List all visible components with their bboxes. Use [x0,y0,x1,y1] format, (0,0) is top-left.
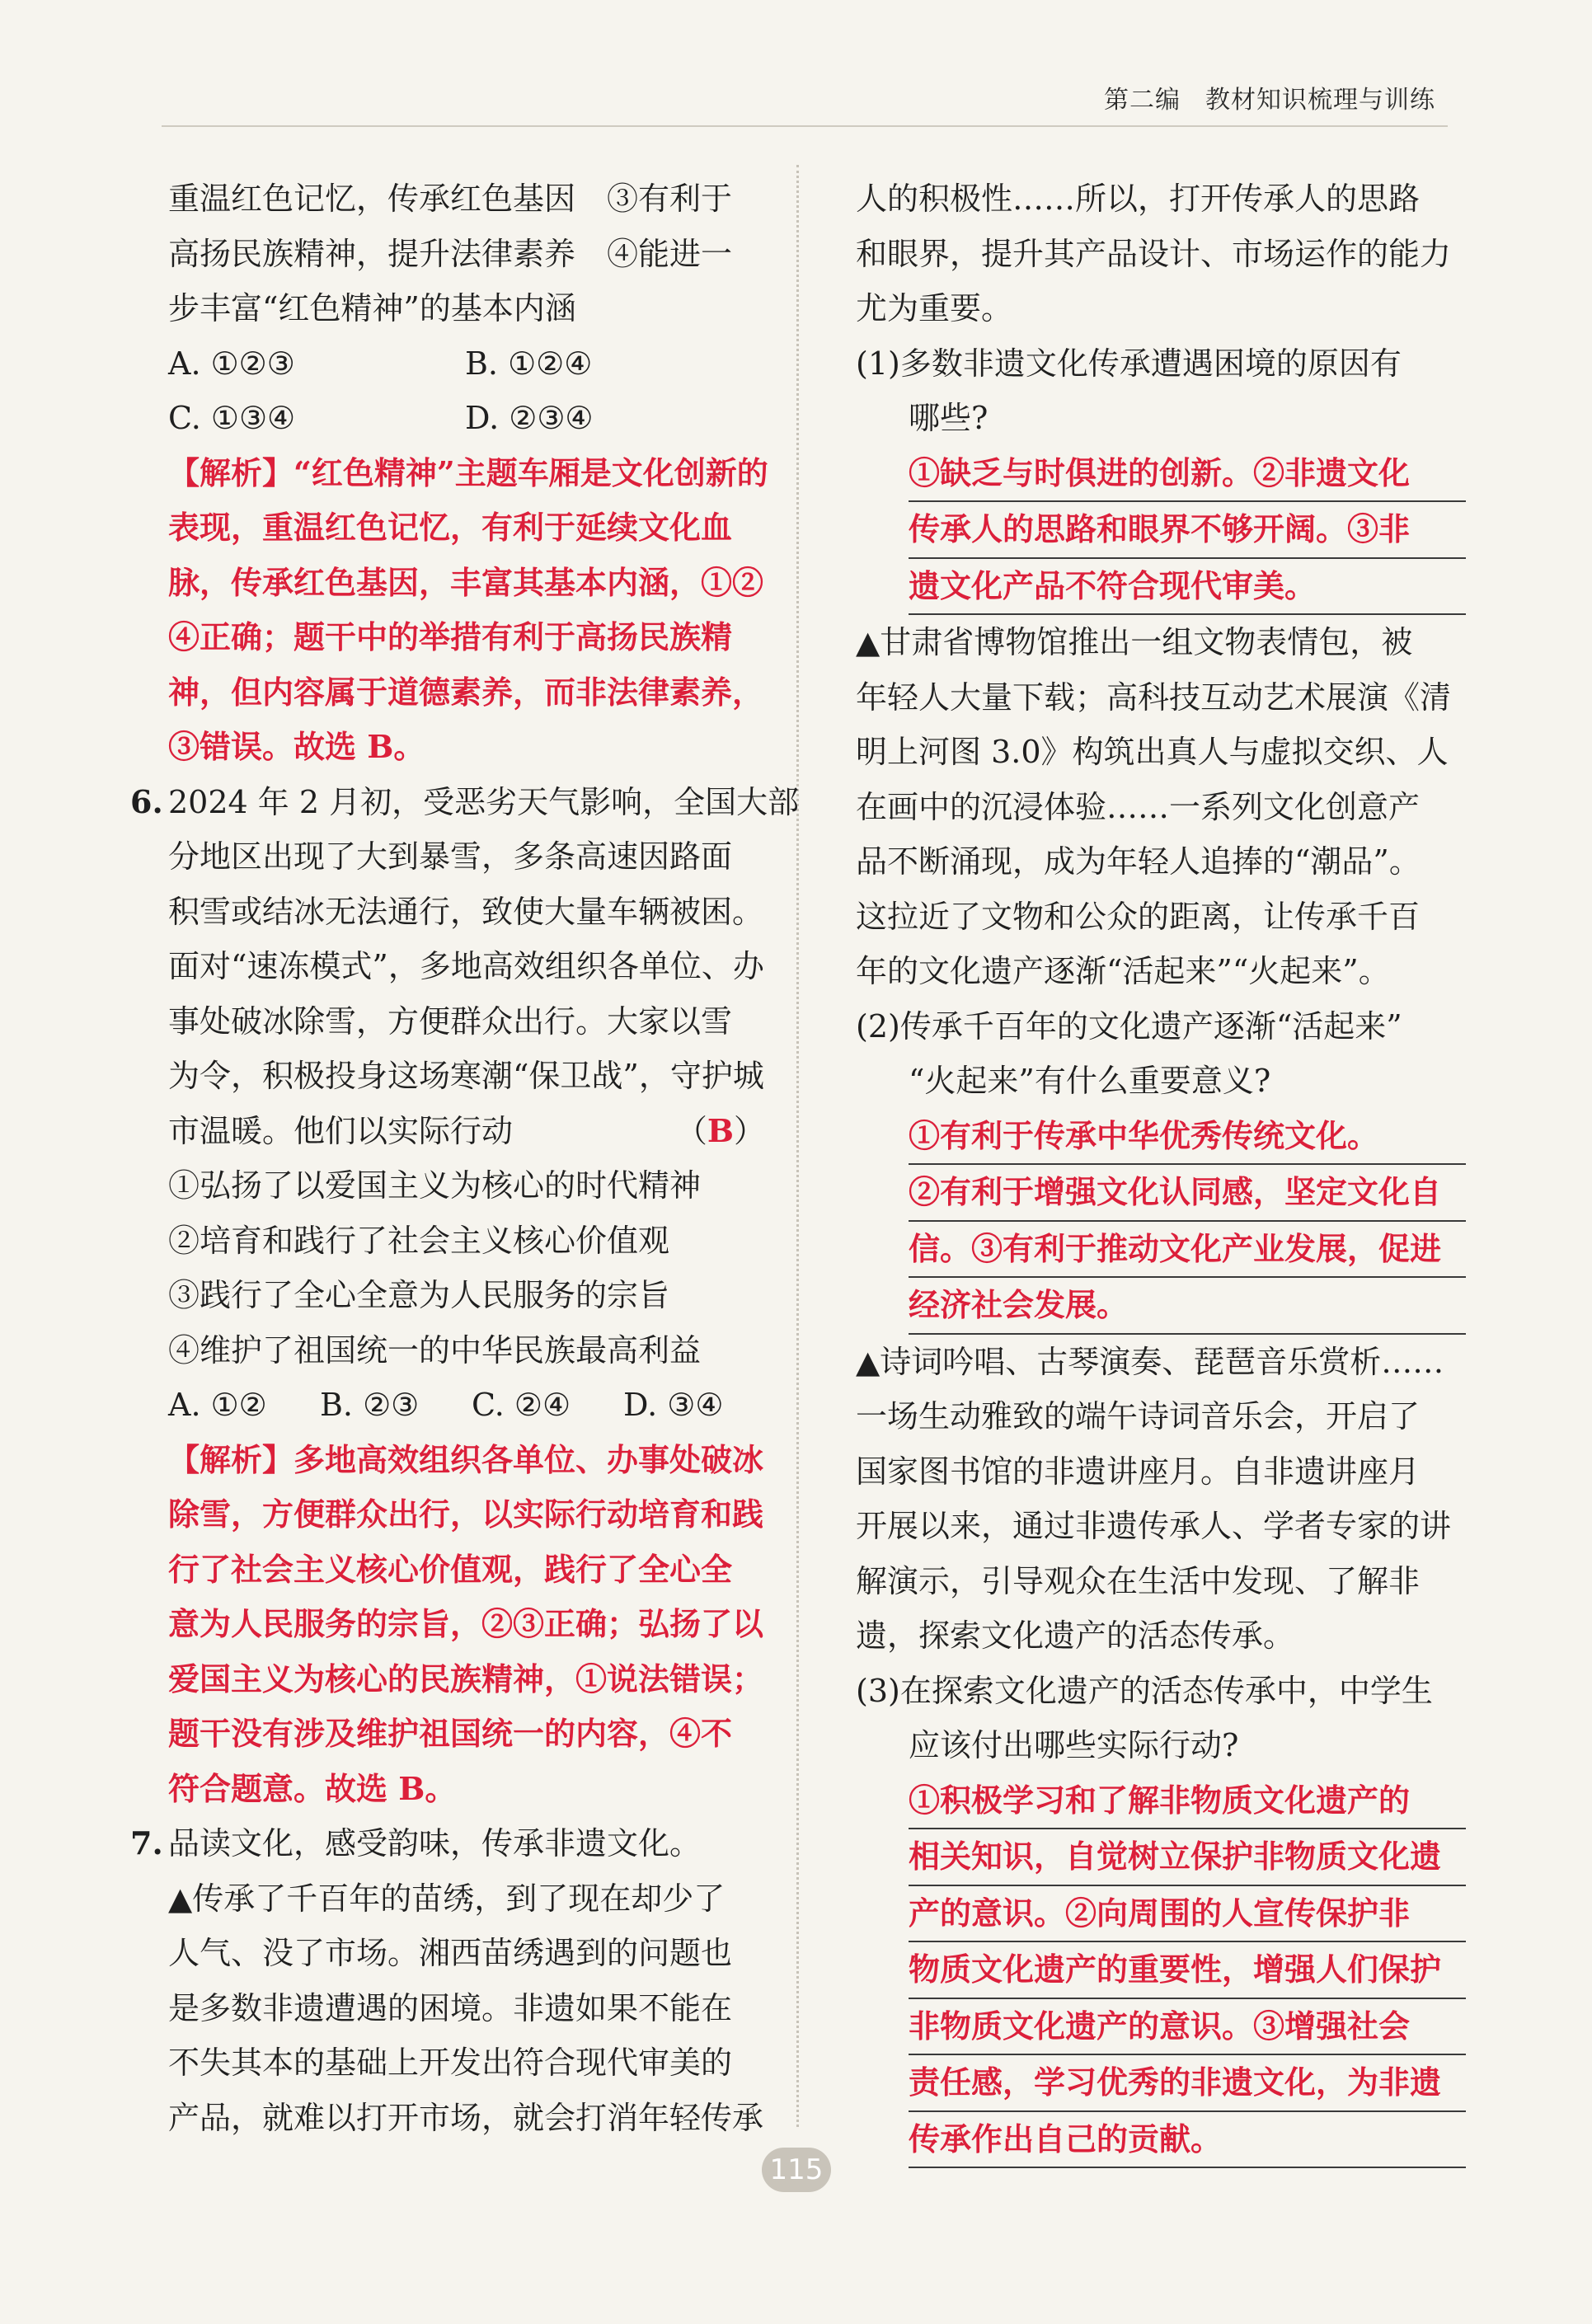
bracket-open: （ [675,1112,707,1149]
text-line: 神，但内容属于道德素养，而非法律素养， [168,673,764,711]
text-line: 步丰富“红色精神”的基本内涵 [168,290,576,326]
sub-question-1 [856,336,1466,446]
text-line: 尤为重要。 [856,290,1013,326]
option-b: B. ②③ [320,1387,420,1423]
answer-line: ①有利于传承中华优秀传统文化。 [909,1109,1466,1166]
answer-line: 产的意识。②向周围的人宣传保护非 [909,1886,1466,1943]
header-rule [162,125,1448,127]
text-line: 是多数非遗遭遇的困境。非遗如果不能在 [168,1989,733,2026]
bracket-close: ） [733,1112,765,1149]
text-line: ④正确；题干中的举措有利于高扬民族精 [168,618,733,655]
option-a: A. ①② [168,1387,267,1423]
text-line: 年轻人大量下载；高科技互动艺术展演《清 [856,678,1452,716]
question-number: 6. [130,782,163,820]
text-line: ▲甘肃省博物馆推出一组文物表情包，被 [856,624,1413,660]
text-line: 重温红色记忆，传承红色基因 ③有利于 [168,181,733,217]
text-line: 符合题意。故选 B。 [168,1769,457,1807]
answer-line: 传承作出自己的贡献。 [909,2112,1466,2169]
answer-line: 物质文化遗产的重要性，增强人们保护 [909,1942,1466,1999]
text-line: 多地高效组织各单位、办事处破冰 [294,1440,764,1478]
answer-line: ①缺乏与时俱进的创新。②非遗文化 [909,446,1466,503]
text-line: 分地区出现了大到暴雪，多条高速因路面 [168,838,733,875]
answer-line: 传承人的思路和眼界不够开阔。③非 [909,502,1466,559]
text-line: 明上河图 3.0》构筑出真人与虚拟交织、人 [856,734,1449,770]
text-line: 年的文化遗产逐渐“活起来”“火起来”。 [856,953,1390,989]
statement-item: ④维护了祖国统一的中华民族最高利益 [168,1331,702,1369]
text-line: “火起来”有什么重要意义? [909,1063,1271,1099]
answer-line: 遗文化产品不符合现代审美。 [909,559,1466,616]
q5-analysis [130,446,768,775]
text-line: “红色精神”主题车厢是文化创新的 [294,453,768,491]
text-line: 事处破冰除雪，方便群众出行。大家以雪 [168,1002,733,1040]
answer-2 [909,1109,1466,1335]
text-line: 面对“速冻模式”，多地高效组织各单位、办 [168,948,764,984]
question-7 [130,1816,765,2145]
text-line: 爱国主义为核心的民族精神，①说法错误； [168,1660,764,1697]
answer-line: 信。③有利于推动文化产业发展，促进 [909,1222,1466,1279]
text-line: 应该付出哪些实际行动? [909,1727,1239,1763]
sub-question-2 [856,999,1466,1109]
analysis-tag: 【解析】 [168,1440,294,1478]
answer-letter: B [707,1111,734,1149]
text-line: 哪些? [909,400,989,436]
sub-question-3 [856,1664,1466,1773]
text-line: 开展以来，通过非遗传承人、学者专家的讲 [856,1508,1452,1544]
text-line: 高扬民族精神，提升法律素养 ④能进一 [168,235,733,272]
option-c: C. ①③④ [168,400,296,436]
text-line: 市温暖。他们以实际行动 [168,1112,514,1149]
text-line: ▲传承了千百年的苗绣，到了现在却少了 [168,1880,726,1917]
analysis-tag: 【解析】 [168,453,294,491]
text-line: (2)传承千百年的文化遗产逐渐“活起来” [856,1007,1402,1045]
text-line: 为令，积极投身这场寒潮“保卫战”，守护城 [168,1058,764,1094]
header-part: 第二编 [1104,86,1181,115]
option-d: D. ③④ [623,1387,724,1423]
answer-line: ①积极学习和了解非物质文化遗产的 [909,1773,1466,1830]
q5-continuation [130,171,765,336]
text-line: 产品，就难以打开市场，就会打消年轻传承 [168,2099,764,2136]
page-number: 115 [762,2148,831,2192]
question-title: 品读文化，感受韵味，传承非遗文化。 [168,1825,702,1862]
text-line: 表现，重温红色记忆，有利于延续文化血 [168,509,733,546]
material1-continuation [856,171,1466,336]
material-2 [856,615,1466,999]
text-line: ▲诗词吟唱、古琴演奏、琵琶音乐赏析…… [856,1343,1444,1380]
answer-bracket [676,1104,765,1159]
answer-line: 非物质文化遗产的意识。③增强社会 [909,1999,1466,2056]
answer-1 [909,446,1466,616]
text-line: 解演示，引导观众在生活中发现、了解非 [856,1562,1421,1599]
question-6 [130,775,800,1817]
text-line: 国家图书馆的非遗讲座月。自非遗讲座月 [856,1453,1421,1490]
q5-options-row1 [130,336,765,392]
question-number: 7. [130,1824,163,1862]
left-column [130,171,800,2145]
column-divider [796,165,799,2127]
text-line: 题干没有涉及维护祖国统一的内容，④不 [168,1715,733,1752]
text-line: 品不断涌现，成为年轻人追捧的“潮品”。 [856,843,1421,880]
text-line: 行了社会主义核心价值观，践行了全心全 [168,1550,733,1588]
text-line: 不失其本的基础上开发出符合现代审美的 [168,2045,733,2081]
material-3 [856,1335,1466,1664]
text-line: 在画中的沉浸体验……一系列文化创意产 [856,788,1421,825]
option-b: B. ①②④ [465,345,593,382]
text-line: 一场生动雅致的端午诗词音乐会，开启了 [856,1398,1421,1434]
statement-item: ②培育和践行了社会主义核心价值观 [168,1222,670,1259]
text-line: 除雪，方便群众出行，以实际行动培育和践 [168,1495,764,1533]
statement-item: ①弘扬了以爱国主义为核心的时代精神 [168,1167,702,1204]
q5-options-row2 [130,391,765,446]
text-line: (3)在探索文化遗产的活态传承中，中学生 [856,1672,1433,1709]
text-line: 人气、没了市场。湘西苗绣遇到的问题也 [168,1935,733,1971]
option-a: A. ①②③ [168,345,295,382]
option-c: C. ②④ [472,1387,571,1423]
text-line: 脉，传承红色基因，丰富其基本内涵，①② [168,563,764,601]
text-line: 意为人民服务的宗旨，②③正确；弘扬了以 [168,1605,764,1642]
right-column [856,171,1466,2168]
statement-item: ③践行了全心全意为人民服务的宗旨 [168,1277,670,1313]
answer-line: 经济社会发展。 [909,1278,1466,1335]
answer-line: 责任感，学习优秀的非遗文化，为非遗 [909,2055,1466,2112]
option-d: D. ②③④ [465,400,594,436]
text-line: (1)多数非遗文化传承遭遇困境的原因有 [856,345,1402,382]
answer-line: 相关知识，自觉树立保护非物质文化遗 [909,1829,1466,1886]
answer-line: ②有利于增强文化认同感，坚定文化自 [909,1165,1466,1222]
text-line: 这拉近了文物和公众的距离，让传承千百 [856,898,1421,935]
text-line: 和眼界，提升其产品设计、市场运作的能力 [856,235,1452,272]
header-title: 教材知识梳理与训练 [1205,86,1435,115]
text-line: 积雪或结冰无法通行，致使大量车辆被困。 [168,893,764,930]
text-line: 遗，探索文化遗产的活态传承。 [856,1617,1295,1654]
text-line: ③错误。故选 B。 [168,728,425,765]
q6-options [130,1378,765,1433]
text-line: 人的积极性……所以，打开传承人的思路 [856,181,1421,217]
q6-analysis [130,1433,765,1817]
answer-3 [909,1773,1466,2169]
text-line: 2024 年 2 月初，受恶劣天气影响，全国大部 [168,783,800,820]
page-header [1079,79,1435,115]
